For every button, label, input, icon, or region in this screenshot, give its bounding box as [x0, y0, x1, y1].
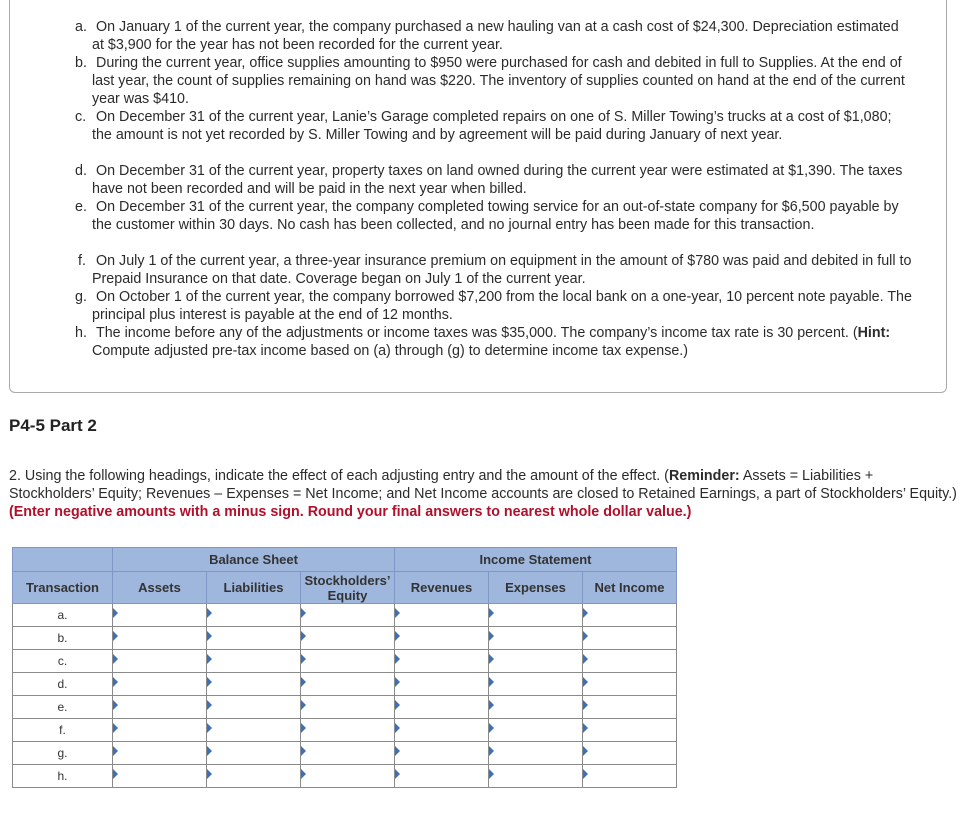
input-marker-icon	[489, 700, 494, 710]
stockholders-equity-input[interactable]	[301, 766, 394, 787]
reminder-label: Reminder:	[668, 468, 740, 484]
problem-item-label: a.	[75, 19, 87, 35]
input-marker-icon	[301, 746, 306, 756]
input-marker-icon	[489, 631, 494, 641]
expenses-cell	[489, 627, 583, 650]
input-marker-icon	[395, 631, 400, 641]
net-income-cell	[583, 765, 677, 788]
input-marker-icon	[583, 608, 588, 618]
table-row	[13, 604, 677, 627]
transaction-label: b.	[13, 627, 113, 650]
assets-input[interactable]	[113, 697, 206, 718]
input-marker-icon	[301, 654, 306, 664]
input-marker-icon	[489, 746, 494, 756]
net-income-input[interactable]	[583, 674, 676, 695]
revenues-input[interactable]	[395, 651, 488, 672]
expenses-input[interactable]	[489, 766, 582, 787]
assets-input[interactable]	[113, 628, 206, 649]
net-income-cell	[583, 627, 677, 650]
header-income-statement: Income Statement	[395, 548, 677, 572]
problem-item-label: b.	[75, 55, 87, 71]
net-income-cell	[583, 650, 677, 673]
input-marker-icon	[113, 631, 118, 641]
input-marker-icon	[207, 677, 212, 687]
revenues-cell	[395, 765, 489, 788]
input-marker-icon	[113, 723, 118, 733]
stockholders-equity-cell	[301, 673, 395, 696]
input-marker-icon	[113, 746, 118, 756]
net-income-input[interactable]	[583, 651, 676, 672]
stockholders-equity-cell	[301, 650, 395, 673]
expenses-input[interactable]	[489, 674, 582, 695]
problem-item-text-pre: The income before any of the adjustments or income taxes was $35,000. The company’s income tax rate is 30 percent. (	[96, 325, 858, 341]
liabilities-input[interactable]	[207, 628, 300, 649]
assets-cell	[113, 719, 207, 742]
liabilities-input[interactable]	[207, 720, 300, 741]
liabilities-cell	[207, 604, 301, 627]
stockholders-equity-input[interactable]	[301, 720, 394, 741]
revenues-input[interactable]	[395, 674, 488, 695]
expenses-cell	[489, 696, 583, 719]
input-marker-icon	[113, 769, 118, 779]
transaction-label: h.	[13, 765, 113, 788]
assets-cell	[113, 696, 207, 719]
input-marker-icon	[113, 700, 118, 710]
revenues-cell	[395, 742, 489, 765]
revenues-cell	[395, 604, 489, 627]
problem-item-text: During the current year, office supplies amounting to $950 were purchased for cash and debited in full to Supplies. At the end of last year, the count of supplies remaining on hand was $220. The inventory of supplies counted on hand at the end of the current year was $410.	[92, 55, 905, 107]
stockholders-equity-cell	[301, 742, 395, 765]
revenues-input[interactable]	[395, 628, 488, 649]
input-marker-icon	[395, 700, 400, 710]
stockholders-equity-cell	[301, 627, 395, 650]
table-row	[13, 742, 677, 765]
header-blank	[13, 548, 113, 572]
net-income-input[interactable]	[583, 743, 676, 764]
revenues-cell	[395, 627, 489, 650]
transaction-label: g.	[13, 742, 113, 765]
revenues-cell	[395, 719, 489, 742]
header-assets: Assets	[113, 572, 207, 604]
reminder-text: Assets = Liabilities + Stockholders’ Equity; Revenues – Expenses = Net Income; and Net Income accounts are closed to Retained Earnings, a part of Stockholders’ Equity.)	[9, 468, 957, 502]
expenses-input[interactable]	[489, 743, 582, 764]
input-marker-icon	[395, 608, 400, 618]
header-revenues: Revenues	[395, 572, 489, 604]
stockholders-equity-cell	[301, 604, 395, 627]
assets-cell	[113, 604, 207, 627]
expenses-cell	[489, 765, 583, 788]
problem-item-label: c.	[75, 109, 87, 125]
stockholders-equity-input[interactable]	[301, 697, 394, 718]
input-marker-icon	[395, 769, 400, 779]
liabilities-input[interactable]	[207, 766, 300, 787]
liabilities-cell	[207, 627, 301, 650]
assets-input[interactable]	[113, 605, 206, 626]
table-row	[13, 627, 677, 650]
liabilities-cell	[207, 742, 301, 765]
stockholders-equity-cell	[301, 765, 395, 788]
input-marker-icon	[301, 631, 306, 641]
revenues-cell	[395, 696, 489, 719]
stockholders-equity-input[interactable]	[301, 651, 394, 672]
revenues-input[interactable]	[395, 766, 488, 787]
header-liabilities: Liabilities	[207, 572, 301, 604]
problem-item-text	[92, 324, 912, 360]
stockholders-equity-input[interactable]	[301, 743, 394, 764]
hint-label: Hint:	[857, 325, 891, 341]
input-marker-icon	[395, 677, 400, 687]
revenues-input[interactable]	[395, 605, 488, 626]
expenses-input[interactable]	[489, 720, 582, 741]
input-marker-icon	[583, 654, 588, 664]
input-marker-icon	[113, 654, 118, 664]
input-marker-icon	[301, 700, 306, 710]
table-row	[13, 696, 677, 719]
header-stockholders-equity: Stockholders’ Equity	[301, 572, 395, 604]
entry-note: (Enter negative amounts with a minus sign. Round your final answers to nearest whole dollar value.)	[9, 504, 692, 520]
assets-input[interactable]	[113, 766, 206, 787]
input-marker-icon	[489, 677, 494, 687]
liabilities-cell	[207, 650, 301, 673]
revenues-cell	[395, 650, 489, 673]
assets-cell	[113, 650, 207, 673]
problem-item-text: On December 31 of the current year, Lanie’s Garage completed repairs on one of S. Miller Towing’s trucks at a cost of $1,080; the amount is not yet recorded by S. Miller Towing and by agreement will be paid during January of next year.	[92, 109, 892, 143]
input-marker-icon	[583, 677, 588, 687]
header-transaction: Transaction	[13, 572, 113, 604]
input-marker-icon	[395, 654, 400, 664]
liabilities-input[interactable]	[207, 605, 300, 626]
instructions-text: 2. Using the following headings, indicate the effect of each adjusting entry and the amount of the effect. (	[9, 468, 669, 484]
stockholders-equity-input[interactable]	[301, 674, 394, 695]
net-income-cell	[583, 604, 677, 627]
input-marker-icon	[395, 746, 400, 756]
transaction-label: c.	[13, 650, 113, 673]
assets-input[interactable]	[113, 720, 206, 741]
expenses-cell	[489, 604, 583, 627]
input-marker-icon	[395, 723, 400, 733]
net-income-input[interactable]	[583, 628, 676, 649]
assets-cell	[113, 627, 207, 650]
input-marker-icon	[489, 654, 494, 664]
transaction-label: e.	[13, 696, 113, 719]
input-marker-icon	[489, 723, 494, 733]
expenses-input[interactable]	[489, 628, 582, 649]
table-row	[13, 673, 677, 696]
liabilities-cell	[207, 696, 301, 719]
input-marker-icon	[489, 769, 494, 779]
problem-item-text-post: Compute adjusted pre-tax income based on (a) through (g) to determine income tax expense.)	[92, 343, 689, 359]
table-row	[13, 765, 677, 788]
input-marker-icon	[207, 608, 212, 618]
liabilities-input[interactable]	[207, 743, 300, 764]
input-marker-icon	[489, 608, 494, 618]
input-marker-icon	[583, 723, 588, 733]
input-marker-icon	[113, 608, 118, 618]
revenues-input[interactable]	[395, 720, 488, 741]
assets-input[interactable]	[113, 651, 206, 672]
expenses-cell	[489, 742, 583, 765]
input-marker-icon	[583, 746, 588, 756]
table-row	[13, 719, 677, 742]
input-marker-icon	[113, 677, 118, 687]
input-marker-icon	[583, 769, 588, 779]
problem-item-text: On December 31 of the current year, property taxes on land owned during the current year were estimated at $1,390. The taxes have not been recorded and will be paid in the next year when billed.	[92, 163, 903, 197]
net-income-cell	[583, 673, 677, 696]
input-marker-icon	[301, 677, 306, 687]
stockholders-equity-cell	[301, 719, 395, 742]
header-expenses: Expenses	[489, 572, 583, 604]
expenses-cell	[489, 719, 583, 742]
transaction-label: d.	[13, 673, 113, 696]
net-income-input[interactable]	[583, 605, 676, 626]
liabilities-input[interactable]	[207, 651, 300, 672]
liabilities-cell	[207, 765, 301, 788]
effects-table	[12, 547, 677, 788]
transaction-label: a.	[13, 604, 113, 627]
input-marker-icon	[207, 700, 212, 710]
input-marker-icon	[207, 723, 212, 733]
input-marker-icon	[301, 723, 306, 733]
input-marker-icon	[583, 700, 588, 710]
problem-item-label: e.	[75, 199, 87, 215]
liabilities-cell	[207, 673, 301, 696]
revenues-cell	[395, 673, 489, 696]
header-balance-sheet: Balance Sheet	[113, 548, 395, 572]
problem-item-label: f.	[78, 253, 86, 269]
problem-item-label: d.	[75, 163, 87, 179]
problem-item-label: h.	[75, 325, 87, 341]
net-income-input[interactable]	[583, 697, 676, 718]
header-net-income: Net Income	[583, 572, 677, 604]
stockholders-equity-cell	[301, 696, 395, 719]
assets-cell	[113, 673, 207, 696]
expenses-cell	[489, 673, 583, 696]
assets-cell	[113, 742, 207, 765]
transaction-label: f.	[13, 719, 113, 742]
instructions	[9, 467, 959, 521]
problem-item-text: On December 31 of the current year, the company completed towing service for an out-of-state company for $6,500 payable by the customer within 30 days. No cash has been collected, and no journal entry has been made for this transaction.	[92, 199, 899, 233]
problem-item-label: g.	[75, 289, 87, 305]
liabilities-input[interactable]	[207, 697, 300, 718]
assets-input[interactable]	[113, 743, 206, 764]
liabilities-cell	[207, 719, 301, 742]
assets-input[interactable]	[113, 674, 206, 695]
liabilities-input[interactable]	[207, 674, 300, 695]
input-marker-icon	[301, 608, 306, 618]
problem-item-text: On July 1 of the current year, a three-year insurance premium on equipment in the amount of $780 was paid and debited in full to Prepaid Insurance on that date. Coverage began on July 1 of the current year.	[92, 253, 912, 287]
net-income-cell	[583, 742, 677, 765]
input-marker-icon	[207, 769, 212, 779]
expenses-input[interactable]	[489, 697, 582, 718]
net-income-cell	[583, 719, 677, 742]
expenses-cell	[489, 650, 583, 673]
net-income-cell	[583, 696, 677, 719]
stockholders-equity-input[interactable]	[301, 605, 394, 626]
problem-item-text: On January 1 of the current year, the company purchased a new hauling van at a cash cost of $24,300. Depreciation estimated at $3,900 for the year has not been recorded for the current year.	[92, 19, 899, 53]
problem-item-text: On October 1 of the current year, the company borrowed $7,200 from the local bank on a one-year, 10 percent note payable. The principal plus interest is payable at the end of 12 months.	[92, 289, 912, 323]
net-income-input[interactable]	[583, 766, 676, 787]
input-marker-icon	[207, 654, 212, 664]
stockholders-equity-input[interactable]	[301, 628, 394, 649]
input-marker-icon	[207, 631, 212, 641]
expenses-input[interactable]	[489, 605, 582, 626]
input-marker-icon	[301, 769, 306, 779]
assets-cell	[113, 765, 207, 788]
revenues-input[interactable]	[395, 697, 488, 718]
table-row	[13, 650, 677, 673]
revenues-input[interactable]	[395, 743, 488, 764]
net-income-input[interactable]	[583, 720, 676, 741]
input-marker-icon	[583, 631, 588, 641]
section-title: P4-5 Part 2	[9, 416, 97, 435]
input-marker-icon	[207, 746, 212, 756]
expenses-input[interactable]	[489, 651, 582, 672]
